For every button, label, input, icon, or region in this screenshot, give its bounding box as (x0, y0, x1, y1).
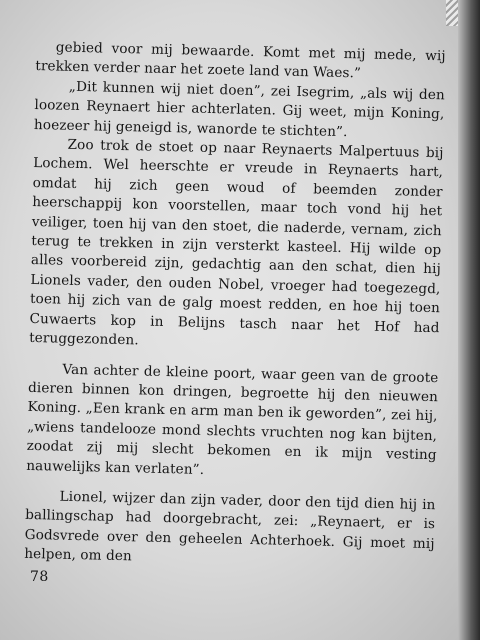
page-number: 78 (30, 569, 49, 585)
paragraph: gebied voor mij bewaarde. Komt met mij mede, wij trekken verder naar het zoete land van Waes.” (35, 39, 446, 82)
paragraph: Lionel, wijzer dan zijn vader, door den tijd dien hij in ballingschap had doorgebracht, zei: „Reynaert, er is Godsvrede over den geheelen Achterhoek. Gij moet mij helpen, om den (24, 488, 436, 565)
paragraph: Van achter de kleine poort, waar geen van de groote dieren binnen kon dringen, begroette hij den nieuwen Koning. „Een krank en arm man ben ik geworden”, zei hij, „wiens tandelooze mond slechts vruchten nog kan bijten, zoodat zij mij slecht bekomen en ik mijn vesting nauwelijks kan verlaten”. (26, 361, 439, 478)
book-gutter-shadow (458, 0, 480, 640)
body-text (24, 38, 446, 574)
paragraph: Zoo trok de stoet op naar Reynaerts Malpertuus bij Lochem. Wel heerschte er vreude in Reynaerts hart, omdat hij zich geen woud of beemden zonder heerschappij kon voorstellen, maar toch vond hij het veiliger, toen hij van den stoet, die naderde, vernam, zich terug te trekken in zijn versterkt kasteel. Hij wilde op alles voorbereid zijn, gedachtig aan den schat, dien hij Lionels vader, den ouden Nobel, vroeger had toegezegd, toen hij zich van de galg moest redden, en hoe hij toen Cuwaerts kop in Belijns tasch naar het Hof had teruggezonden. (29, 136, 444, 349)
paragraph: „Dit kunnen wij niet doen”, zei Isegrim, „als wij den loozen Reynaert hier achterlaten. Gij weet, mijn Koning, hoezeer hij geneigd is, wanorde te stichten”. (33, 78, 445, 140)
